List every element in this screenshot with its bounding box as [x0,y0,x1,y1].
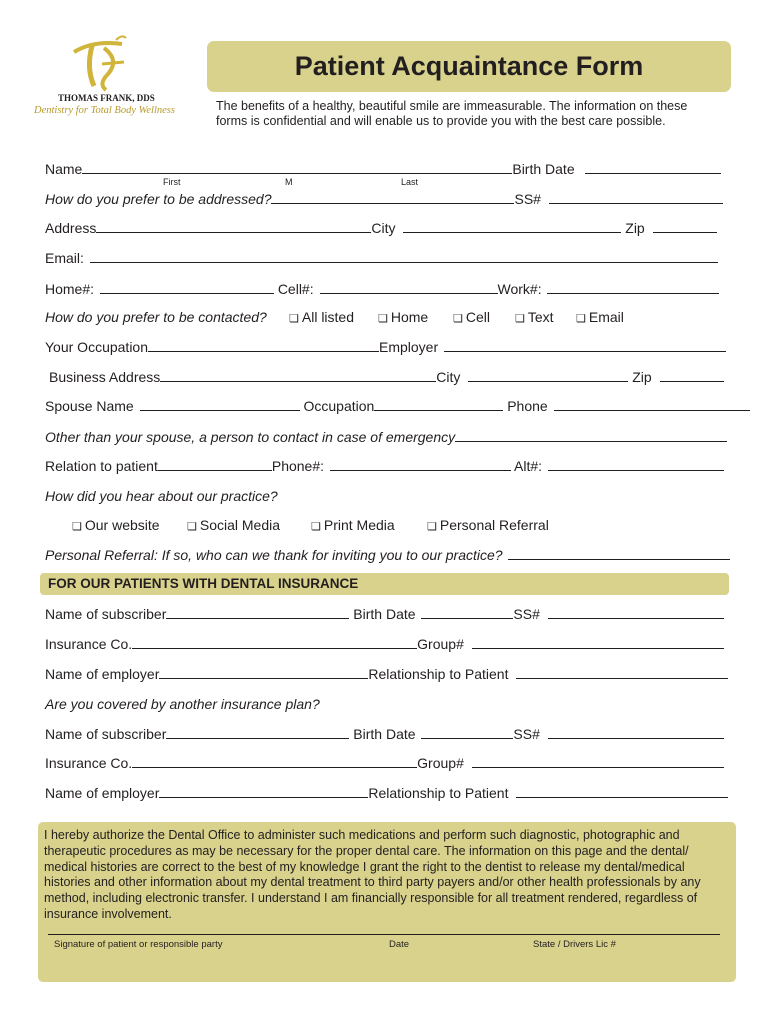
checkbox-icon[interactable]: ❏ [378,313,388,325]
checkbox-icon[interactable]: ❏ [576,313,586,325]
contact-pref-row [45,308,267,326]
state-license-label: State / Drivers Lic # [533,939,616,950]
occupation-label: Your Occupation [45,339,148,355]
checkbox-icon[interactable]: ❏ [72,521,82,533]
emergency-field[interactable] [455,428,727,442]
another-plan-label: Are you covered by another insurance plan? [45,696,320,712]
hear-label: How did you hear about our practice? [45,488,278,504]
subscriber-row-1 [45,605,724,623]
cell-phone-field[interactable] [320,280,498,294]
business-city-field[interactable] [468,368,628,382]
contact-option-all[interactable] [289,308,354,328]
contact-option-label: Email [588,309,624,325]
referral-field[interactable] [508,546,730,560]
contact-option-label: Text [527,309,554,325]
hear-option-website[interactable] [72,516,160,536]
tf-monogram-icon [64,34,134,92]
contact-option-email[interactable] [576,308,624,328]
addressed-field[interactable] [271,190,514,204]
business-zip-label: Zip [632,369,652,385]
intro-text: The benefits of a healthy, beautiful smile are immeasurable. The information on these forms is confidential and will enable us to provide you with the best care possible. [216,99,688,128]
checkbox-icon[interactable]: ❏ [187,521,197,533]
insurance-co-row-1 [45,635,724,653]
contact-pref-label: How do you prefer to be contacted? [45,309,267,325]
phones-row [45,280,719,298]
page-title: Patient Acquaintance Form [294,51,644,81]
email-row [45,249,718,267]
logo-name: THOMAS FRANK, DDS [58,93,155,103]
subscriber-field[interactable] [166,605,349,619]
ins-employer-field[interactable] [159,665,368,679]
business-address-field[interactable] [160,368,436,382]
spouse-row [45,397,750,415]
business-zip-field[interactable] [660,368,724,382]
contact-option-text[interactable] [515,308,554,328]
contact-option-label: All listed [301,309,355,325]
hear-option-social[interactable] [187,516,280,536]
title-banner [207,41,731,92]
group-label: Group# [417,636,464,652]
subscriber-field[interactable] [166,725,349,739]
spouse-occupation-label: Occupation [303,398,375,414]
zip-label: Zip [625,220,645,236]
subscriber-birth-field[interactable] [421,725,513,739]
emergency-row [45,428,727,446]
home-phone-label: Home#: [45,281,95,297]
relation-phone-field[interactable] [330,457,511,471]
spouse-name-field[interactable] [140,397,300,411]
relation-label: Relation to patient [45,458,158,474]
relation-alt-label: Alt#: [514,458,543,474]
relation-row [45,457,724,475]
address-row [45,219,717,237]
business-address-row [49,368,724,386]
employer-row-1 [45,665,728,683]
authorization-text: I hereby authorize the Dental Office to administer such medications and perform such diagnostic, photographic and therapeutic procedures as may be necessary for the proper dental care. The information on this page and the dental/ medical histories are correct to the best of my knowledge I grant the right to the dentist to release my dental/medical histories and other information about my dental treatment to third party payers and/or other health professionals by any method, including electronic transfer. I understand I am financially responsible for all treatment rendered, regardless of insurance involvement. [44,828,701,921]
subscriber-birth-label: Birth Date [353,726,416,742]
group-field[interactable] [472,635,724,649]
home-phone-field[interactable] [100,280,274,294]
subscriber-ss-field[interactable] [548,725,724,739]
subscriber-ss-label: SS# [513,606,540,622]
addressed-label: How do you prefer to be addressed? [45,191,272,207]
employer-label: Employer [379,339,439,355]
checkbox-icon[interactable]: ❏ [311,521,321,533]
insurance-co-field[interactable] [132,635,417,649]
spouse-phone-field[interactable] [554,397,750,411]
relation-alt-field[interactable] [548,457,724,471]
relation-phone-label: Phone#: [271,458,325,474]
insurance-co-label: Insurance Co. [45,636,133,652]
hear-option-print[interactable] [311,516,395,536]
work-phone-field[interactable] [547,280,719,294]
subscriber-birth-field[interactable] [421,605,513,619]
insurance-co-row-2 [45,754,724,772]
city-label: City [371,220,396,236]
cell-phone-label: Cell#: [277,281,314,297]
insurance-co-label: Insurance Co. [45,755,133,771]
spouse-phone-label: Phone [507,398,548,414]
subscriber-label: Name of subscriber [45,726,167,742]
work-phone-label: Work#: [497,281,542,297]
checkbox-icon[interactable]: ❏ [453,313,463,325]
insurance-co-field[interactable] [132,754,417,768]
email-label: Email: [45,250,84,266]
contact-option-home[interactable] [378,308,428,328]
checkbox-icon[interactable]: ❏ [427,521,437,533]
date-label: Date [389,939,410,950]
ins-employer-field[interactable] [159,784,368,798]
checkbox-icon[interactable]: ❏ [515,313,525,325]
addressed-row [45,190,723,208]
name-row [45,160,721,178]
address-label: Address [45,220,97,236]
name-label: Name [45,161,83,177]
checkbox-icon[interactable]: ❏ [289,313,299,325]
ins-employer-label: Name of employer [45,785,160,801]
name-first-label: First [163,177,181,187]
contact-option-label: Home [390,309,429,325]
ins-employer-label: Name of employer [45,666,160,682]
ss-field[interactable] [549,190,723,204]
business-city-label: City [436,369,461,385]
address-field[interactable] [96,219,371,233]
insurance-section-header [40,573,729,595]
contact-option-cell[interactable] [453,308,490,328]
name-field[interactable] [82,160,512,174]
relationship-field[interactable] [516,665,728,679]
relationship-label: Relationship to Patient [368,666,509,682]
hear-option-label: Print Media [323,517,395,533]
name-middle-label: M [285,177,293,187]
ss-label: SS# [514,191,541,207]
subscriber-ss-field[interactable] [548,605,724,619]
logo-tagline: Dentistry for Total Body Wellness [34,105,175,116]
subscriber-row-2 [45,725,724,743]
referral-label: Personal Referral: If so, who can we thank for inviting you to our practice? [45,547,503,563]
signature-label: Signature of patient or responsible party [54,939,223,950]
email-field[interactable] [90,249,718,263]
subscriber-ss-label: SS# [513,726,540,742]
referral-row [45,546,730,564]
contact-option-label: Cell [465,309,490,325]
hear-option-referral[interactable] [427,516,549,536]
relationship-label: Relationship to Patient [368,785,509,801]
occupation-row [45,338,726,356]
occupation-field[interactable] [148,338,379,352]
relationship-field[interactable] [516,784,728,798]
emergency-label: Other than your spouse, a person to contact in case of emergency [45,429,456,445]
hear-option-label: Social Media [199,517,281,533]
birth-date-label: Birth Date [512,161,575,177]
business-address-label: Business Address [49,369,161,385]
practice-logo [30,34,175,124]
insurance-header-text: FOR OUR PATIENTS WITH DENTAL INSURANCE [48,576,359,591]
hear-option-label: Our website [84,517,160,533]
hear-option-label: Personal Referral [439,517,549,533]
spouse-name-label: Spouse Name [45,398,134,414]
group-label: Group# [417,755,464,771]
group-field[interactable] [472,754,724,768]
subscriber-label: Name of subscriber [45,606,167,622]
employer-field[interactable] [444,338,726,352]
authorization-box [38,822,736,982]
employer-row-2 [45,784,728,802]
birth-date-field[interactable] [585,160,721,174]
signature-line[interactable] [48,934,720,935]
spouse-occupation-field[interactable] [374,397,503,411]
subscriber-birth-label: Birth Date [353,606,416,622]
relation-field[interactable] [158,457,272,471]
name-last-label: Last [401,177,419,187]
city-field[interactable] [403,219,621,233]
zip-field[interactable] [653,219,717,233]
